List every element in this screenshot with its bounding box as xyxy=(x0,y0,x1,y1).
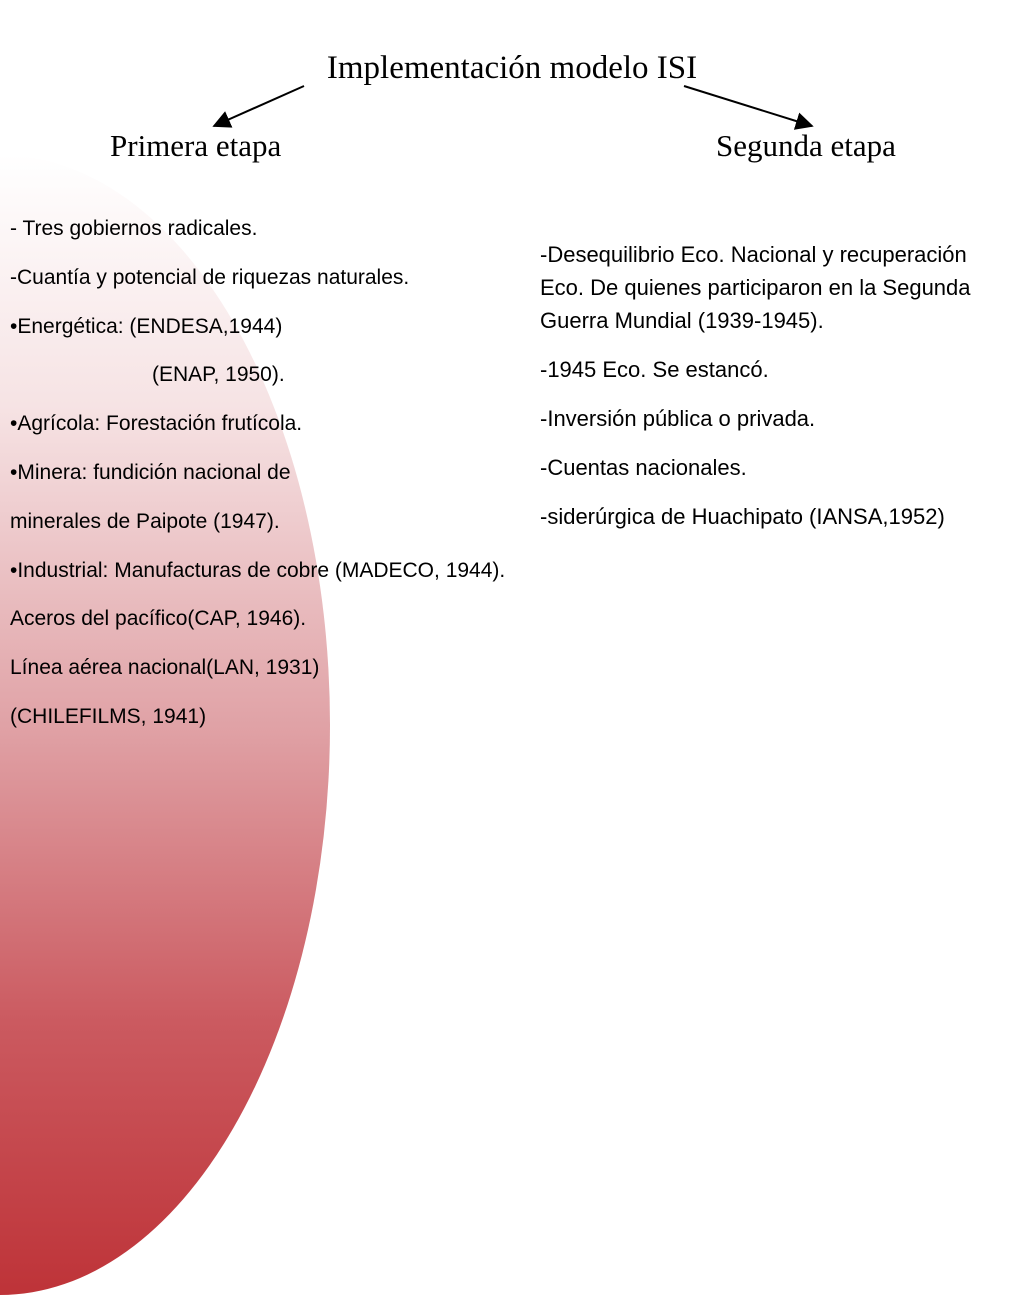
arrow-left xyxy=(214,86,304,126)
list-item: -Cuantía y potencial de riquezas naturales. xyxy=(10,265,410,289)
list-item: -Cuentas nacionales. xyxy=(540,455,747,480)
list-item: -siderúrgica de Huachipato (IANSA,1952) xyxy=(540,504,945,529)
list-item: -Desequilibrio Eco. Nacional y recuperación Eco. De quienes participaron en la Segunda Guerra Mundial (1939-1945). xyxy=(540,242,971,333)
stage-first-title: Primera etapa xyxy=(110,128,282,163)
diagram-title: Implementación modelo ISI xyxy=(326,50,698,86)
first-stage-list xyxy=(10,213,540,750)
list-item: minerales de Paipote (1947). xyxy=(10,509,280,533)
list-item: (ENAP, 1950). xyxy=(152,363,285,387)
list-item: Aceros del pacífico(CAP, 1946). xyxy=(10,607,307,631)
list-item: •Energética: (ENDESA,1944) xyxy=(10,314,283,338)
list-item: -1945 Eco. Se estancó. xyxy=(540,357,769,382)
list-item: -Inversión pública o privada. xyxy=(540,406,816,431)
list-item: Línea aérea nacional(LAN, 1931) xyxy=(10,656,320,680)
second-stage-list xyxy=(540,238,1010,549)
arrow-right xyxy=(684,86,812,126)
stage-second-title: Segunda etapa xyxy=(716,128,896,163)
list-item: •Agrícola: Forestación frutícola. xyxy=(10,412,303,436)
list-item: (CHILEFILMS, 1941) xyxy=(10,704,207,728)
list-item: •Industrial: Manufacturas de cobre (MADECO, 1944). xyxy=(10,558,506,582)
list-item: •Minera: fundición nacional de xyxy=(10,460,291,484)
list-item: - Tres gobiernos radicales. xyxy=(10,217,258,240)
